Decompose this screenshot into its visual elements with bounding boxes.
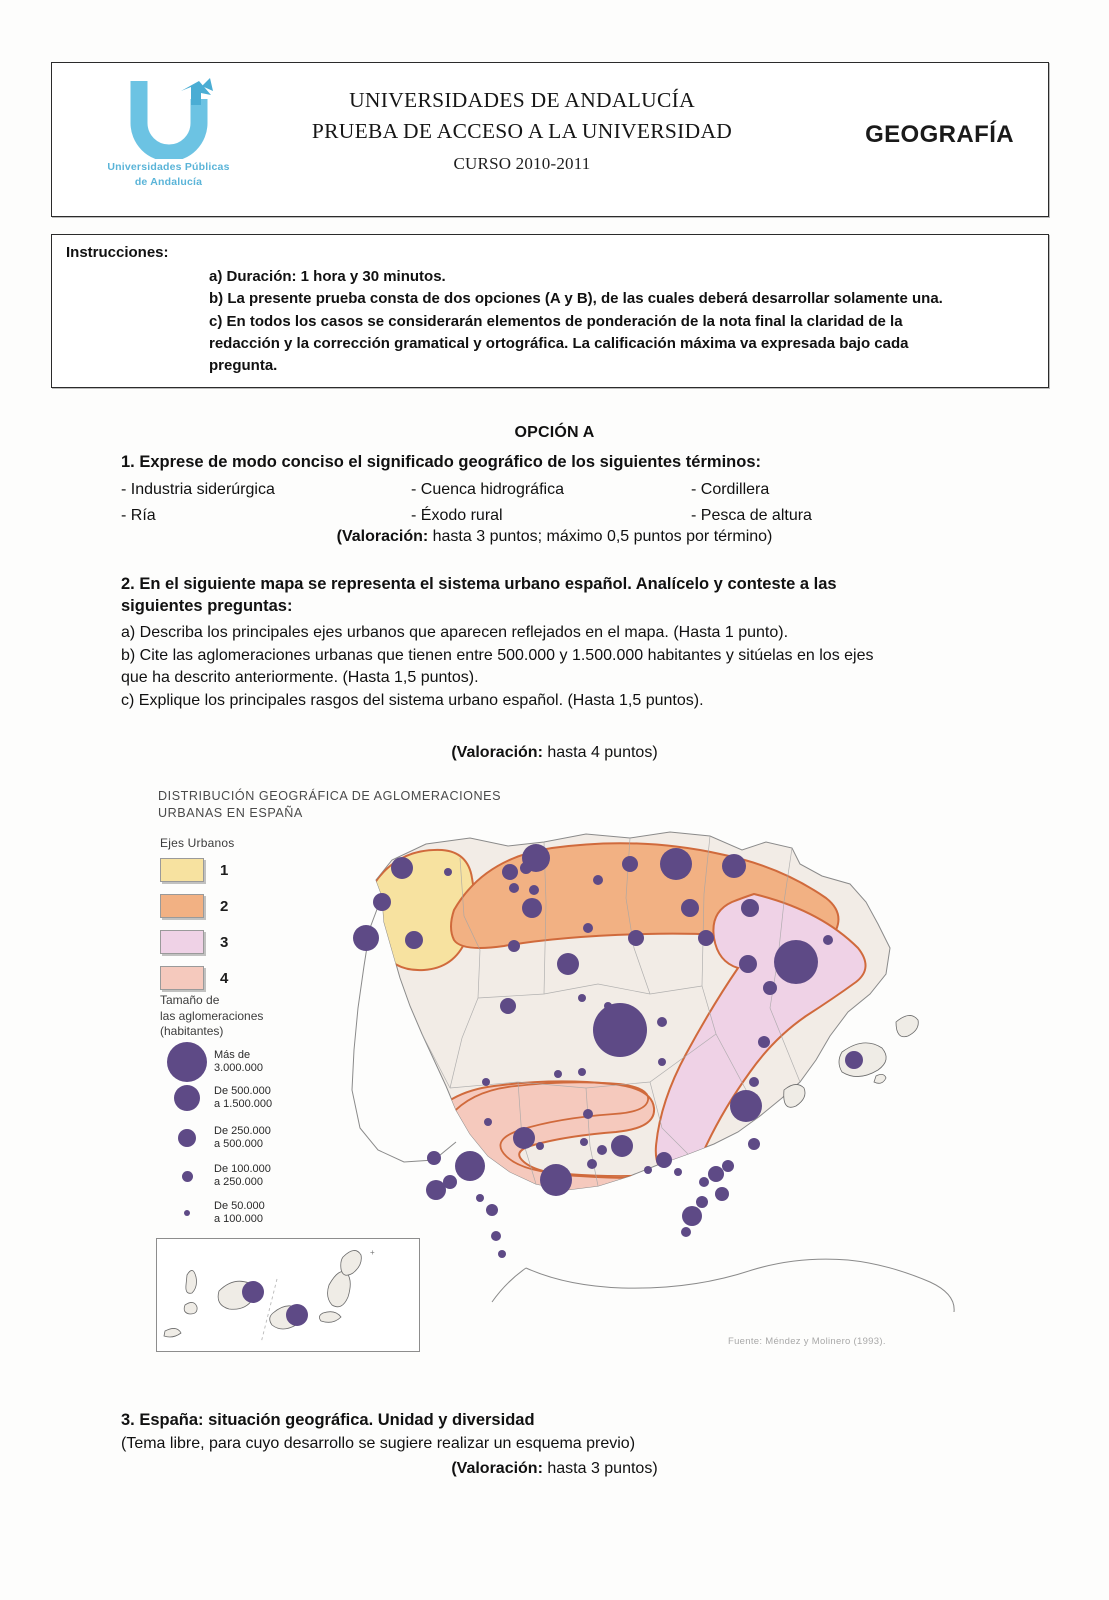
- instructions-box: [51, 234, 1049, 388]
- header-box: [51, 62, 1049, 217]
- spain-map: [330, 798, 958, 1358]
- valoration-bold: (Valoración:: [336, 528, 429, 545]
- size-legend-entry: [160, 1163, 310, 1190]
- axes-legend-title: Ejes Urbanos: [160, 836, 235, 850]
- size-legend-entry: [160, 1085, 310, 1112]
- size-label-line1: De 250.000: [214, 1125, 271, 1137]
- instruction-item: a) Duración: 1 hora y 30 minutos.: [209, 268, 446, 285]
- size-legend-line1: Tamaño de: [160, 993, 220, 1007]
- map-figure: [148, 780, 958, 1365]
- legend-swatch-label: 3: [220, 933, 229, 951]
- valoration-rest: hasta 4 puntos): [542, 744, 658, 761]
- question2-item: b) Cite las aglomeraciones urbanas que tienen entre 500.000 y 1.500.000 habitantes y sitúelas en los ejes: [121, 646, 874, 664]
- instructions-label: Instrucciones:: [66, 244, 169, 261]
- header-title-line2: PRUEBA DE ACCESO A LA UNIVERSIDAD: [311, 119, 733, 144]
- logo-u-arrow-icon: [109, 75, 229, 159]
- size-label-line1: Más de: [214, 1048, 251, 1061]
- map-title-line1: DISTRIBUCIÓN GEOGRÁFICA DE AGLOMERACIONES: [158, 789, 502, 803]
- size-dot: [160, 1210, 214, 1216]
- instruction-item: redacción y la corrección gramatical y ortográfica. La calificación máxima va expresada bajo cada: [209, 334, 909, 352]
- header-course: CURSO 2010-2011: [453, 154, 591, 174]
- terms-row: [121, 477, 1001, 503]
- size-label-line2: a 1.500.000: [214, 1098, 273, 1111]
- legend-axis-1: [160, 858, 228, 882]
- question3-valoration: [0, 1460, 1109, 1478]
- question1-valoration: [0, 528, 1109, 546]
- legend-swatch-label: 2: [220, 897, 229, 915]
- valoration-bold: (Valoración:: [451, 744, 543, 761]
- legend-swatch: [160, 894, 204, 918]
- size-label-line1: De 50.000: [214, 1200, 265, 1212]
- header-titles: [252, 85, 792, 174]
- question2-item: c) Explique los principales rasgos del sistema urbano español. (Hasta 1,5 puntos).: [121, 692, 704, 710]
- terms-row: [121, 503, 1001, 529]
- size-legend-entry: [160, 1200, 310, 1227]
- question2-item: que ha descrito anteriormente. (Hasta 1,5 puntos).: [121, 669, 479, 687]
- legend-swatch: [160, 966, 204, 990]
- term-item: - Industria siderúrgica: [121, 481, 275, 498]
- legend-axis-3: [160, 930, 228, 954]
- size-dot: [160, 1129, 214, 1147]
- map-source: Fuente: Méndez y Molinero (1993).: [728, 1336, 886, 1347]
- valoration-bold: (Valoración:: [451, 1460, 543, 1477]
- map-title-line2: URBANAS EN ESPAÑA: [158, 805, 303, 820]
- instruction-item: b) La presente prueba consta de dos opciones (A y B), de las cuales deberá desarrollar solamente una.: [209, 290, 943, 308]
- instruction-item: c) En todos los casos se considerarán elementos de ponderación de la nota final la claridad de la: [209, 312, 903, 330]
- size-label: [214, 1200, 265, 1227]
- size-dot: [160, 1171, 214, 1182]
- size-label: [214, 1125, 271, 1152]
- size-label-line1: De 100.000: [214, 1163, 271, 1175]
- question2-items: [121, 622, 1001, 713]
- term-item: - Cordillera: [691, 481, 770, 498]
- size-dot: [160, 1042, 214, 1082]
- size-legend-title: [160, 993, 263, 1040]
- legend-swatch: [160, 930, 204, 954]
- size-label: [214, 1085, 272, 1112]
- question2-title: 2. En el siguiente mapa se representa el sistema urbano español. Analícelo y conteste a las siguientes preguntas:: [121, 575, 837, 616]
- svg-text:+: +: [370, 1248, 375, 1257]
- option-label: OPCIÓN A: [514, 424, 595, 441]
- instructions-list: [209, 266, 1032, 377]
- size-label-line2: a 100.000: [214, 1213, 263, 1226]
- logo-caption-line2: de Andalucía: [134, 176, 203, 189]
- question2-valoration: [0, 744, 1109, 762]
- question2-item: a) Describa los principales ejes urbanos que aparecen reflejados en el mapa. (Hasta 1 punto).: [121, 624, 789, 641]
- legend-swatch: [160, 858, 204, 882]
- legend-axis-4: [160, 966, 228, 990]
- size-dot: [160, 1085, 214, 1111]
- question3-subtitle: (Tema libre, para cuyo desarrollo se sugiere realizar un esquema previo): [121, 1435, 636, 1452]
- logo-caption-line1: Universidades Públicas: [107, 161, 230, 173]
- size-legend-line2: las aglomeraciones: [160, 1008, 264, 1023]
- size-label-line2: a 250.000: [214, 1176, 263, 1189]
- valoration-rest: hasta 3 puntos): [542, 1460, 658, 1477]
- size-label-line1: De 500.000: [214, 1085, 271, 1097]
- size-label-line2: 3.000.000: [214, 1062, 263, 1074]
- instruction-item: pregunta.: [209, 357, 278, 375]
- size-label: [214, 1163, 271, 1190]
- question1-terms: [121, 477, 1001, 529]
- university-logo: [86, 75, 251, 189]
- size-legend-entry: [160, 1125, 310, 1152]
- term-item: - Cuenca hidrográfica: [411, 481, 564, 498]
- size-label-line2: a 500.000: [214, 1138, 263, 1151]
- header-title-line1: UNIVERSIDADES DE ANDALUCÍA: [349, 88, 695, 112]
- size-legend-entry: [160, 1042, 310, 1082]
- legend-swatch-label: 1: [220, 861, 229, 879]
- term-item: - Ría: [121, 506, 156, 524]
- question3-title: 3. España: situación geográfica. Unidad y diversidad: [121, 1411, 535, 1429]
- term-item: - Pesca de altura: [691, 506, 812, 524]
- question1-title: 1. Exprese de modo conciso el significado geográfico de los siguientes términos:: [121, 453, 761, 471]
- valoration-rest: hasta 3 puntos; máximo 0,5 puntos por término): [428, 528, 773, 545]
- size-label: [214, 1049, 263, 1076]
- subject-label: GEOGRAFÍA: [865, 121, 1014, 148]
- legend-axis-2: [160, 894, 228, 918]
- size-legend-line3: (habitantes): [160, 1024, 224, 1039]
- legend-swatch-label: 4: [220, 969, 229, 987]
- term-item: - Éxodo rural: [411, 506, 503, 524]
